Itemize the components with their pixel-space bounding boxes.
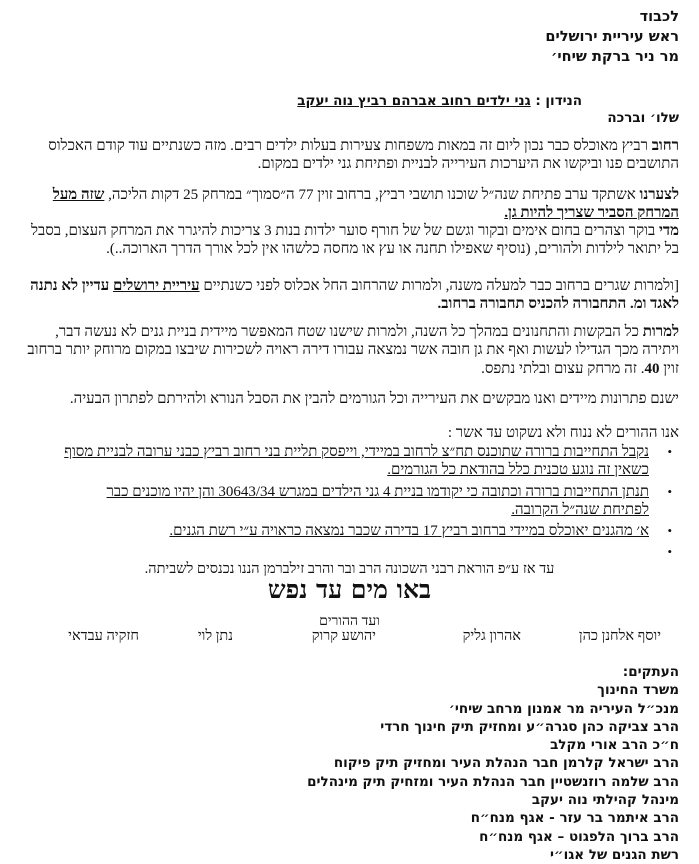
copy-recipient: הרב ברוך הלפגוט – אגף מנח״ח [479, 828, 679, 845]
subject-line [20, 93, 582, 109]
signatory: נתן לוי [197, 628, 233, 644]
strike-notice: עד אז ע״פ הוראת רבני השכונה הרב ובר והרב זילברמן הננו נכנסים לשביתה. [144, 561, 555, 577]
signatory: חזקיה עבדאי [68, 628, 139, 644]
copy-recipient: משרד החינוך [597, 682, 679, 699]
copy-recipient: מנכ״ל העיריה מר אמנון מרחב שיחי׳ [448, 700, 679, 717]
slogan-heading: באו מים עד נפש [267, 575, 432, 604]
paragraph-transport [20, 277, 679, 314]
paragraph-lead: לצערנו [639, 187, 679, 203]
paragraph-lead: למרות [642, 324, 679, 340]
paragraph-text: כל הבקשות והתחנונים במהלך כל השנה, ולמרות שישנו שטח המאפשר מיידית בניית גנים לא נעשה דבר, ויתירה מכך הגדילו לעשות ואף את גן חובה אשר נמצאה עבורו דירה ראויה לשכירות שיבצו במקום מרוחק יותר ברחוב זוין [27, 324, 679, 377]
signatory: יהושע קרוק [311, 628, 376, 644]
copy-recipient: הרב ישראל קלרמן חבר הנהלת העיר ומחזיק תיק פיקוח [333, 755, 679, 772]
copy-recipient: הרב איתמר בר עזר - אגף מנח״ח [470, 810, 679, 827]
paragraph-text: אשתקד ערב פתיחת שנה״ל שוכנו תושבי רביץ, ברחוב זוין 77 ה״סמוך״ במרחק 25 דקות הליכה, [104, 187, 640, 203]
paragraph-text: רביץ מאוכלס כבר נכון ליום זה במאות משפחות צעירות בעלות ילדים רבים. מזה כשנתיים עוד קודם האכלוס התושבים פנו וביקשו את היערכות העירייה לבניית ופתיחת גני ילדים במקום. [48, 138, 679, 173]
addressee-salutation: לכבוד [639, 9, 679, 25]
signatory: אהרון גליק [462, 628, 521, 644]
copies-title: העתקים: [622, 664, 679, 680]
paragraph-text: [ולמרות שגרים ברחוב כבר למעלה משנה, ולמרות שהרחוב החל אכלוס לפני כשנתיים [199, 278, 679, 294]
paragraph-number: 40 [644, 360, 660, 377]
demand-item [60, 443, 672, 480]
addressee-title: ראש עיריית ירושלים [545, 29, 679, 45]
bullet-icon: • [667, 444, 672, 459]
signatories-row [18, 628, 661, 648]
paragraph-text: בוקר וצהרים בחום אימים ובקור וגשם של של חורף סוער ילדות בנות 3 צריכות להיגרר את המרחק העצום, בסבל בל יתואר לילדות ולהורים, (נוסיף שאפילו תחנה או עץ או מחסה כלשהו אין לכל אורך הדרך הארוכה..). [31, 223, 679, 258]
paragraph-lead: מדי [658, 223, 679, 239]
paragraph-emphasis: שזה מעל המרחק הסביר שצריך להיות גן. [52, 187, 679, 222]
paragraph-emphasis: עיריית ירושלים [112, 278, 200, 294]
paragraph-commitment: אנו ההורים לא ננוח ולא נשקוט עד אשר : [447, 425, 679, 441]
demand-text: א׳ מהגנים יאוכלס במיידי ברחוב רביץ 17 בדירה שכבר נמצאה כראויה ע״י רשת הגנים. [169, 523, 649, 540]
demand-item [60, 543, 672, 561]
bullet-icon: • [667, 523, 672, 539]
demand-item [60, 483, 672, 520]
paragraph-lead: רחוב [651, 138, 679, 154]
bullet-icon: • [667, 544, 672, 560]
copy-recipient: הרב צביקה כהן סגרה״ע ומחזיק תיק חינוך חרדי [380, 718, 679, 735]
copy-recipient: ח״כ הרב אורי מקלב [550, 737, 679, 754]
paragraph-despite [20, 323, 679, 378]
paragraph-solutions: ישנם פתרונות מיידים ואנו מבקשים את העירייה וכל הגורמים להבין את הסבל הנורא ולהירתם לפתרון הבעיה. [69, 391, 679, 407]
demand-item [60, 522, 672, 540]
subject-text: גני ילדים רחוב אברהם רביץ נוה יעקב [297, 93, 531, 109]
demand-text: נקבל התחייבות ברורה שתוכנס תח״צ לרחוב במיידי, וייפסק תליית בני רחוב רביץ כבני ערובה לבניית מסוף כשאין זה נוגע טכנית כלל בהודאת כל הגורמים. [64, 444, 649, 479]
committee-title: ועד ההורים [319, 614, 380, 629]
subject-label: הנידון : [530, 93, 582, 109]
greeting: שלו׳ וברכה [607, 110, 679, 126]
paragraph-regret [20, 186, 679, 223]
copy-recipient: הרב שלמה רוזנשטיין חבר הנהלת העיר ומזחיק תיק מינהלים [307, 773, 679, 790]
demands-list [60, 443, 674, 564]
addressee-block [20, 7, 679, 67]
signatory: יוסף אלחנן כהן [578, 628, 661, 644]
addressee-name: מר ניר ברקת שיחי׳ [550, 49, 679, 65]
copies-block [20, 663, 679, 864]
paragraph-daily-hardship [20, 222, 679, 259]
copy-recipient: מינהל קהילתי נוה יעקב [531, 792, 679, 809]
bullet-icon: • [667, 483, 672, 499]
copy-recipient: רשת הגנים של אגו״י [550, 846, 679, 863]
paragraph-background [20, 137, 679, 174]
demand-text: תנתן התחייבות ברורה וכתובה כי יקודמו בניית 4 גני הילדים במגרש 30643/34 והן יהיו מוכנים כבר לפתיחת שנה״ל הקרובה. [106, 483, 649, 518]
paragraph-tail: . זה מרחק עצום ובלתי נתפס. [481, 360, 645, 377]
paragraph-bold-tail: עדיין לא נתנה לאגד ומ. התחבורה להכניס תחבורה ברחוב. [30, 278, 679, 313]
